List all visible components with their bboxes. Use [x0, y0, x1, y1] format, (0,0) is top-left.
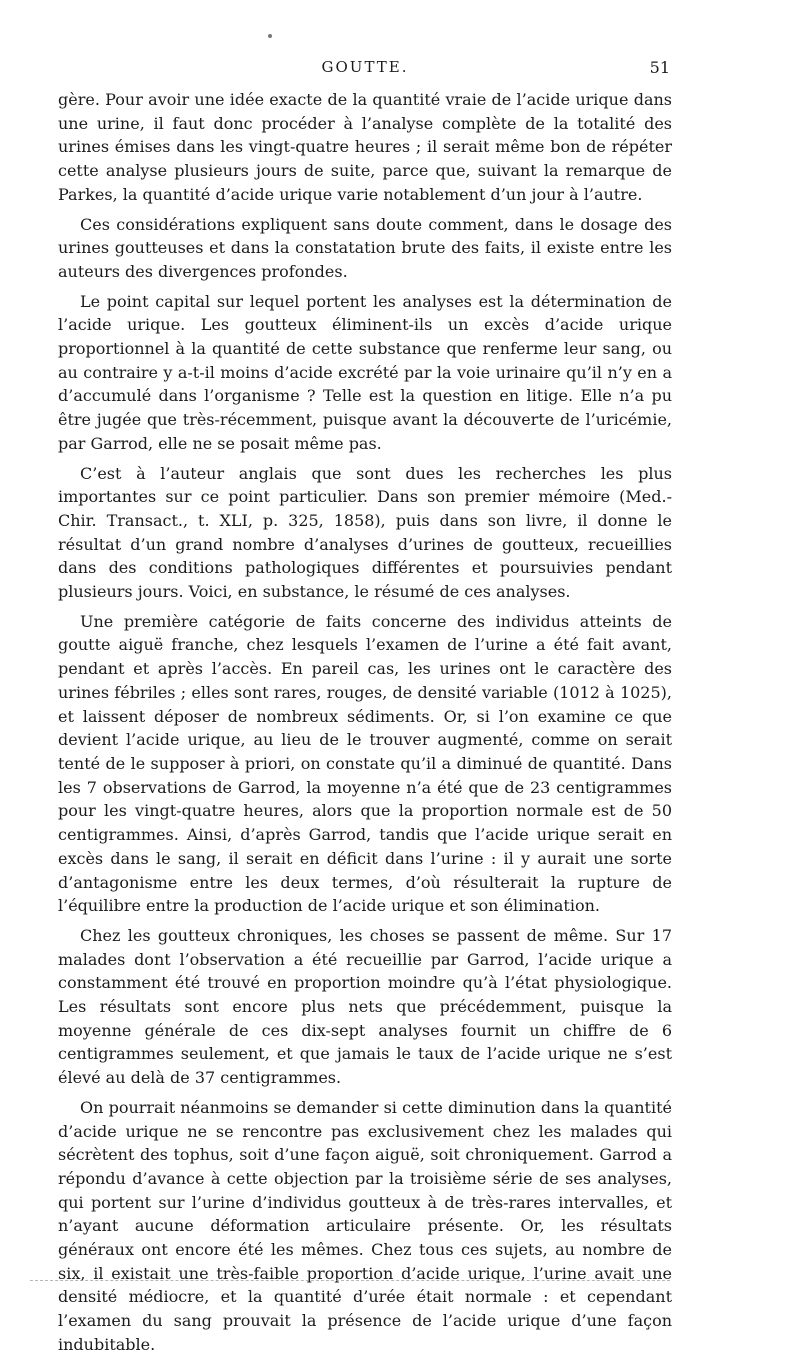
page-number: 51 — [649, 58, 670, 77]
paragraph-4: C’est à l’auteur anglais que sont dues les recherches les plus importantes sur ce point particulier. Dans son premier mémoire (Med.-Chir. Transact., t. XLI, p. 325, 1858), puis dans son livre, il donne le résultat d’un grand nombre d’analyses d’urines de goutteux, recueillies dans des conditions pathologiques différentes et poursuivies pendant plusieurs jours. Voici, en substance, le résumé de ces analyses. — [58, 463, 672, 602]
running-title: GOUTTE. — [321, 58, 409, 76]
page-header — [58, 52, 672, 88]
print-speck — [268, 34, 272, 38]
paragraph-5: Une première catégorie de faits concerne des individus atteints de goutte aiguë franche, chez lesquels l’examen de l’urine a été fait avant, pendant et après l’accès. En pareil cas, les urines ont le caractère des urines fébriles ; elles sont rares, rouges, de densité variable (1012 à 1025), et laissent déposer de nombreux sédiments. Or, si l’on examine ce que devient l’acide urique, au lieu de le trouver augmenté, comme on serait tenté de le supposer à priori, on constate qu’il a diminué de quantité. Dans les 7 observations de Garrod, la moyenne n’a été que de 23 centigrammes pour les vingt-quatre heures, alors que la proportion normale est de 50 centigrammes. Ainsi, d’après Garrod, tandis que l’acide urique serait en excès dans le sang, il serait en déficit dans l’urine : il y aurait une sorte d’antagonisme entre les deux termes, d’où résulterait la rupture de l’équilibre entre la production de l’acide urique et son élimination. — [58, 611, 672, 916]
paragraph-2: Ces considérations expliquent sans doute comment, dans le dosage des urines goutteuses et dans la constatation brute des faits, il existe entre les auteurs des divergences profondes. — [58, 214, 672, 281]
paragraph-1: gère. Pour avoir une idée exacte de la quantité vraie de l’acide urique dans une urine, il faut donc procéder à l’analyse complète de la totalité des urines émises dans les vingt-quatre heures ; il serait même bon de répéter cette analyse plusieurs jours de suite, parce que, suivant la remarque de Parkes, la quantité d’acide urique varie notablement d’un jour à l’autre. — [58, 90, 672, 204]
body-text — [58, 88, 672, 1357]
paragraph-6: Chez les goutteux chroniques, les choses se passent de même. Sur 17 malades dont l’observation a été recueillie par Garrod, l’acide urique a constamment été trouvé en proportion moindre qu’à l’état physiologique. Les résultats sont encore plus nets que précédemment, puisque la moyenne générale de ces dix-sept analyses fournit un chiffre de 6 centigrammes seulement, et que jamais le taux de l’acide urique ne s’est élevé au delà de 37 centigrammes. — [58, 925, 672, 1088]
paragraph-7: On pourrait néanmoins se demander si cette diminution dans la quantité d’acide urique ne se rencontre pas exclusivement chez les malades qui sécrètent des tophus, soit d’une façon aiguë, soit chroniquement. Garrod a répondu d’avance à cette objection par la troisième série de ses analyses, qui portent sur l’urine d’individus goutteux à de très-rares intervalles, et n’ayant aucune déformation articulaire présente. Or, les résultats généraux ont encore été les mêmes. Chez tous ces sujets, au nombre de six, il existait une très-faible proportion d’acide urique, l’urine avait une densité médiocre, et la quantité d’urée était normale : et cependant l’examen du sang prouvait la présence de l’acide urique d’une façon indubitable. — [58, 1097, 672, 1354]
bottom-rule — [30, 1280, 670, 1281]
book-page — [58, 52, 672, 1363]
paragraph-3: Le point capital sur lequel portent les analyses est la détermination de l’acide urique. Les goutteux éliminent-ils un excès d’acide urique proportionnel à la quantité de cette substance que renferme leur sang, ou au contraire y a-t-il moins d’acide excrété par la voie urinaire qu’il n’y en a d’accumulé dans l’organisme ? Telle est la question en litige. Elle n’a pu être jugée que très-récemment, puisque avant la découverte de l’uricémie, par Garrod, elle ne se posait même pas. — [58, 291, 672, 453]
